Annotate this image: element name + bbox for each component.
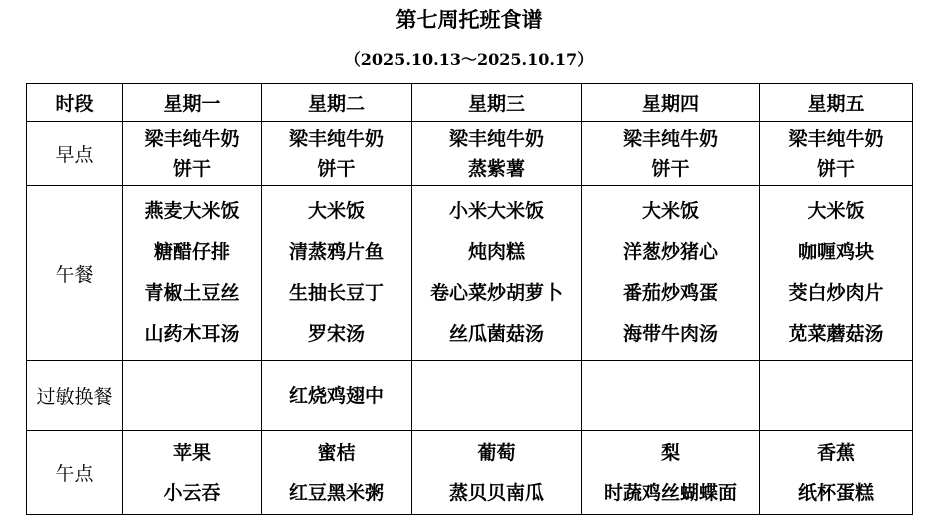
menu-item: 大米饭 — [641, 200, 699, 222]
menu-cell — [262, 361, 412, 431]
menu-cell — [412, 186, 582, 361]
menu-item: 小云吞 — [163, 481, 221, 504]
header-monday: 星期一 — [123, 84, 262, 122]
menu-cell — [262, 431, 412, 515]
row-label-snack: 午点 — [27, 431, 123, 515]
menu-cell — [760, 431, 913, 515]
header-wednesday: 星期三 — [412, 84, 582, 122]
menu-item: 梁丰纯牛奶 — [288, 127, 384, 150]
menu-cell-empty — [123, 361, 262, 431]
menu-item: 大米饭 — [807, 200, 865, 222]
page-title: 第七周托班食谱 — [395, 7, 543, 32]
menu-cell — [262, 186, 412, 361]
menu-item: 红豆黑米粥 — [288, 481, 384, 504]
menu-item: 饼干 — [317, 157, 356, 180]
lunch-row — [27, 186, 913, 361]
row-label-breakfast: 早点 — [27, 122, 123, 186]
menu-cell-empty — [582, 361, 760, 431]
menu-item: 炖肉糕 — [467, 241, 525, 263]
menu-item: 饼干 — [651, 157, 690, 180]
menu-cell — [262, 122, 412, 186]
menu-item: 卷心菜炒胡萝卜 — [429, 282, 563, 304]
row-label-allergy: 过敏换餐 — [27, 361, 123, 431]
menu-item: 香蕉 — [816, 441, 855, 464]
header-thursday: 星期四 — [582, 84, 760, 122]
menu-item: 苋菜蘑菇汤 — [788, 323, 884, 345]
menu-item: 梨 — [660, 441, 680, 464]
menu-item: 梁丰纯牛奶 — [788, 127, 884, 150]
menu-cell — [582, 431, 760, 515]
menu-item: 梁丰纯牛奶 — [622, 127, 718, 150]
menu-item: 燕麦大米饭 — [144, 200, 240, 222]
menu-item: 蒸贝贝南瓜 — [448, 481, 544, 504]
menu-item: 梁丰纯牛奶 — [144, 127, 240, 150]
menu-cell — [582, 122, 760, 186]
menu-item: 山药木耳汤 — [144, 323, 240, 345]
menu-item: 洋葱炒猪心 — [622, 241, 718, 263]
date-range: （2025.10.13～2025.10.17） — [344, 50, 594, 69]
menu-item: 海带牛肉汤 — [622, 323, 718, 345]
menu-item: 番茄炒鸡蛋 — [622, 282, 718, 304]
menu-item: 小米大米饭 — [448, 200, 544, 222]
row-label-lunch: 午餐 — [27, 186, 123, 361]
header-period: 时段 — [27, 84, 123, 122]
menu-cell — [412, 122, 582, 186]
header-row — [27, 84, 913, 122]
menu-item: 丝瓜菌菇汤 — [448, 323, 544, 345]
menu-item: 清蒸鸦片鱼 — [288, 241, 384, 263]
menu-item: 梁丰纯牛奶 — [448, 127, 544, 150]
menu-item: 糖醋仔排 — [153, 241, 230, 263]
menu-item: 蒸紫薯 — [467, 157, 525, 180]
menu-item: 生抽长豆丁 — [288, 282, 384, 304]
menu-cell-empty — [760, 361, 913, 431]
menu-cell — [582, 186, 760, 361]
breakfast-row — [27, 122, 913, 186]
menu-item: 葡萄 — [477, 441, 516, 464]
menu-item: 蜜桔 — [317, 441, 356, 464]
menu-cell — [412, 431, 582, 515]
menu-cell — [760, 122, 913, 186]
menu-item: 茭白炒肉片 — [788, 282, 884, 304]
menu-table — [26, 83, 913, 515]
menu-cell — [123, 186, 262, 361]
menu-cell — [123, 122, 262, 186]
menu-item: 红烧鸡翅中 — [288, 384, 384, 407]
menu-cell — [760, 186, 913, 361]
menu-cell — [123, 431, 262, 515]
allergy-substitute-row — [27, 361, 913, 431]
menu-item: 纸杯蛋糕 — [797, 481, 874, 504]
header-tuesday: 星期二 — [262, 84, 412, 122]
menu-item: 饼干 — [816, 157, 855, 180]
menu-cell-empty — [412, 361, 582, 431]
header-friday: 星期五 — [760, 84, 913, 122]
menu-item: 罗宋汤 — [307, 323, 365, 345]
menu-item: 咖喱鸡块 — [797, 241, 874, 263]
menu-item: 时蔬鸡丝蝴蝶面 — [603, 481, 737, 504]
menu-item: 大米饭 — [307, 200, 365, 222]
menu-item: 苹果 — [172, 441, 211, 464]
menu-item: 饼干 — [172, 157, 211, 180]
menu-item: 青椒土豆丝 — [144, 282, 240, 304]
afternoon-snack-row — [27, 431, 913, 515]
